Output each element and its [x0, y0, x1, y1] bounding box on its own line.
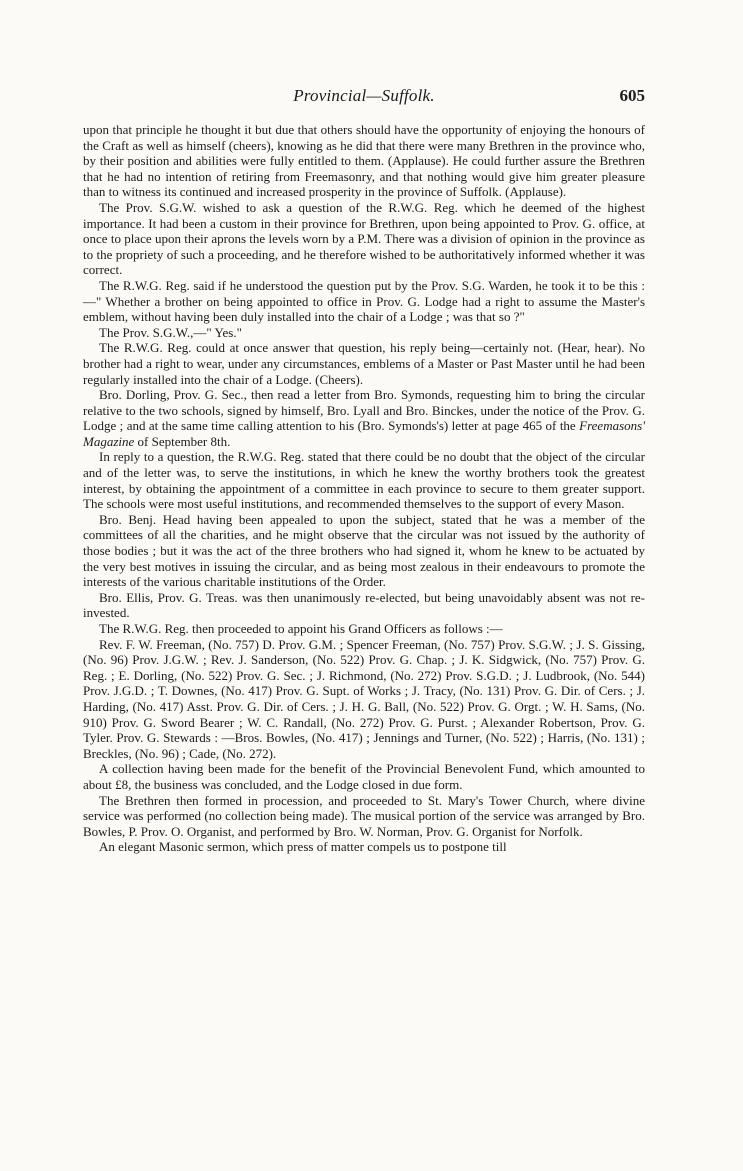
paragraph: A collection having been made for the benefit of the Provincial Benevolent Fund, which amounted to about £8, the business was concluded, and the Lodge closed in due form.	[83, 761, 645, 792]
paragraph: The Brethren then formed in procession, and proceeded to St. Mary's Tower Church, where divine service was performed (no collection being made). The musical portion of the service was arranged by Bro. Bowles, P. Prov. O. Organist, and performed by Bro. W. Norman, Prov. G. Organist for Norfolk.	[83, 792, 645, 839]
officers-list: Rev. F. W. Freeman, (No. 757) D. Prov. G.M. ; Spencer Freeman, (No. 757) Prov. S.G.W. ; J. S. Gissing, (No. 96) Prov. J.G.W. ; Rev. J. Sanderson, (No. 522) Prov. G. Chap. ; J. K. Sidgwick, (No. 757) Prov. G. Reg. ; E. Dorling, (No. 522) Prov. G. Sec. ; J. Richmond, (No. 272) Prov. S.G.D. ; J. Ludbrook, (No. 544) Prov. J.G.D. ; T. Downes, (No. 417) Prov. G. Supt. of Works ; J. Tracy, (No. 131) Prov. G. Dir. of Cers. ; J. Harding, (No. 417) Asst. Prov. G. Dir. of Cers. ; J. H. G. Ball, (No. 522) Prov. G. Orgt. ; W. H. Sams, (No. 910) Prov. G. Sword Bearer ; W. C. Randall, (No. 272) Prov. G. Purst. ; Alexander Robertson, Prov. G. Tyler. Prov. G. Stewards : —Bros. Bowles, (No. 417) ; Jennings and Turner, (No. 522) ; Harris, (No. 131) ; Breckles, (No. 96) ; Cade, (No. 272).	[83, 636, 645, 761]
article-body	[83, 122, 645, 855]
magazine-title: Freemasons' Magazine	[83, 418, 645, 449]
page	[83, 86, 645, 855]
running-title: Provincial—Suffolk.	[293, 86, 435, 105]
paragraph: The R.W.G. Reg. could at once answer that question, his reply being—certainly not. (Hear, hear). No brother had a right to wear, under any circumstances, emblems of a Master or Past Master until he had been regularly installed into the chair of a Lodge. (Cheers).	[83, 340, 645, 387]
paragraph: The Prov. S.G.W.,—" Yes."	[99, 324, 242, 340]
paragraph: The R.W.G. Reg. then proceeded to appoint his Grand Officers as follows :—	[99, 621, 503, 636]
paragraph: An elegant Masonic sermon, which press of matter compels us to postpone till	[99, 839, 507, 855]
page-header	[83, 86, 645, 112]
paragraph: Bro. Ellis, Prov. G. Treas. was then unanimously re-elected, but being unavoidably absent was not re-invested.	[83, 589, 645, 621]
paragraph: Bro. Benj. Head having been appealed to upon the subject, stated that he was a member of the committees of all the charities, and he might observe that the circular was not issued by the authority of those bodies ; but it was the act of the three brothers who had signed it, whom he knew to be actuated by the very best motives in issuing the circular, and as being most zealous in their endeavours to promote the interests of the various charitable institutions of the Order.	[83, 511, 645, 590]
paragraph-text: Bro. Dorling, Prov. G. Sec., then read a letter from Bro. Symonds, requesting him to bring the circular relative to the two schools, signed by himself, Bro. Lyall and Bro. Binckes, under the notice of the Prov. G. Lodge ; and at the same time calling attention to his (Bro. Symonds's) letter at page 465 of the	[83, 387, 645, 434]
page-number: 605	[619, 86, 645, 105]
paragraph: upon that principle he thought it but due that others should have the opportunity of enjoying the honours of the Craft as well as himself (cheers), knowing as he did that there were many Brethren in the province who, by their position and abilities were fully entitled to them. (Applause). He could further assure the Brethren that he had no intention of retiring from Freemasonry, and that nothing would give him greater pleasure than to witness its continued and increased prosperity in the province of Suffolk. (Applause).	[83, 122, 645, 200]
paragraph	[83, 387, 645, 449]
paragraph: In reply to a question, the R.W.G. Reg. stated that there could be no doubt that the object of the circular and of the letter was, to serve the institutions, in which he knew the worthy brothers took the greatest interest, by obtaining the appointment of a committee in each province to secure to them greater support. The schools were most useful institutions, and recommended themselves to the support of every Mason.	[83, 449, 645, 512]
paragraph-text: of September 8th.	[134, 433, 231, 449]
paragraph: The R.W.G. Reg. said if he understood the question put by the Prov. S.G. Warden, he took it to be this :—" Whether a brother on being appointed to office in Prov. G. Lodge had a right to assume the Master's emblem, without having been duly installed into the chair of a Lodge ; was that so ?"	[83, 277, 645, 325]
paragraph: The Prov. S.G.W. wished to ask a question of the R.W.G. Reg. which he deemed of the highest importance. It had been a custom in their province for Brethren, upon being appointed to Prov. G. office, at once to place upon their aprons the levels worn by a P.M. There was a division of opinion in the province as to the propriety of such a proceeding, and he therefore wished to be authoritatively informed whether it was correct.	[83, 199, 645, 278]
